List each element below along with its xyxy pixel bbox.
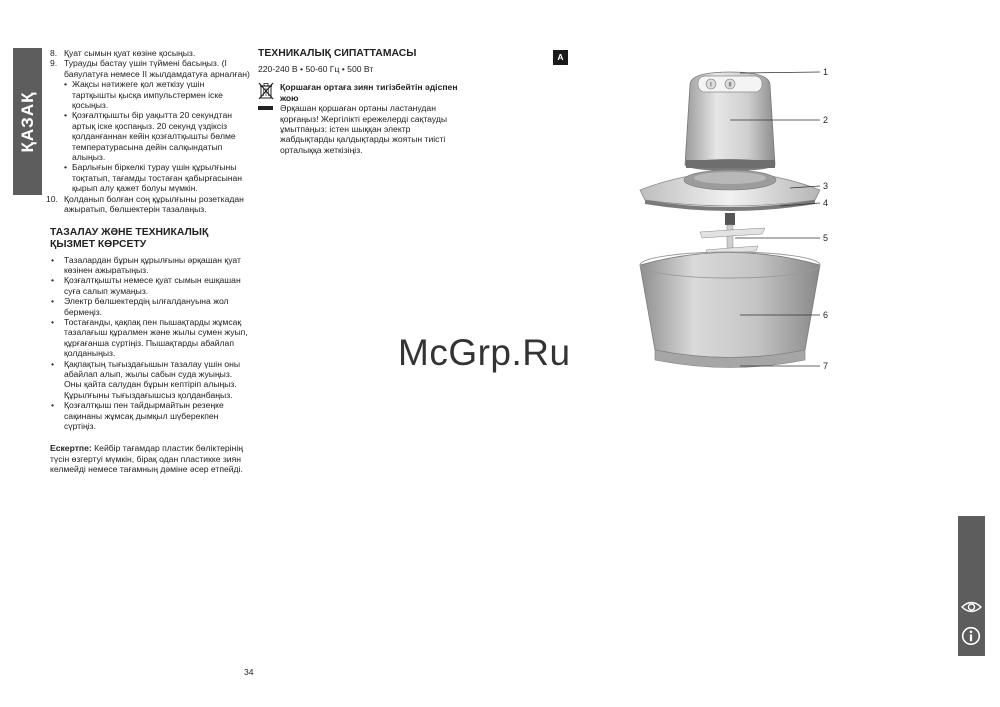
callout-1: 1	[823, 67, 829, 77]
info-icon[interactable]	[961, 626, 981, 646]
page-number: 34	[244, 667, 254, 677]
eye-icon[interactable]	[961, 600, 982, 614]
step-text: Турауды бастау үшін түймені басыңыз. (I баяулатуға немесе II жылдамдатуға арналған)	[64, 58, 250, 79]
bin-underline-bar	[258, 106, 273, 110]
steps-list	[46, 48, 250, 215]
list-item: • Жақсы нәтижеге қол жеткізу үшін тартқышты қысқа импульстермен іске қосыңыз.	[64, 79, 250, 110]
step-text: Қолданып болған соң құрылғыны розеткадан ажыратып, бөлшектерін тазалаңыз.	[64, 193, 244, 215]
specs-heading: ТЕХНИКАЛЫҚ СИПАТТАМАСЫ	[258, 48, 417, 59]
watermark: McGrp.Ru	[398, 332, 571, 373]
language-tab-label: ҚАЗАҚ	[17, 91, 37, 152]
step-8	[50, 48, 250, 58]
cleaning-list	[50, 255, 250, 432]
language-tab	[13, 48, 42, 195]
note	[50, 443, 250, 474]
note-text: Кейбір тағамдар пластик бөліктерінің түсін өзгертуі мүмкін, бірақ одан пластикке зиян келмейді немесе тағамның дәміне әсер етпейді.	[50, 443, 243, 475]
eco-title: Қоршаған ортаға зиян тигізбейтін әдіспен жою	[280, 82, 458, 103]
button-label-low: I	[710, 82, 712, 89]
step-9	[50, 58, 250, 193]
step-number: 10.	[46, 193, 58, 204]
specs-line: 220-240 В • 50-60 Гц • 500 Вт	[258, 64, 374, 74]
callout-2: 2	[823, 115, 829, 125]
callout-5: 5	[823, 233, 829, 243]
step-10	[46, 193, 250, 215]
bowl	[640, 252, 820, 368]
callout-4: 4	[823, 198, 829, 208]
motor-unit	[685, 72, 775, 171]
callout-numbers	[823, 67, 828, 371]
note-label: Ескертпе:	[50, 443, 92, 454]
list-item: • Қозғалтқышты немесе қуат сымын ешқашан суға салып жумаңыз.	[50, 275, 250, 296]
chopper-diagram	[630, 60, 850, 380]
list-item: • Қозғалтқыш пен тайдырмайтын резеңке сақинаны жұмсақ дымқыл шүберекпен сүртіңіз.	[50, 400, 250, 431]
list-item: • Барлығын біркелкі турау үшін құрылғыны тоқтатып, тағамды тостаған қабырғасынан қырып алу қажет болуы мүмкін.	[64, 162, 250, 193]
step-text: Қуат сымын қуат көзіне қосыңыз.	[64, 48, 196, 58]
list-item: • Қозғалтқышты бір уақытта 20 секундтан артық іске қоспаңыз. 20 секунд үздіксіз қолданғаннан кейін қозғалтқышты бөлме температурасына дейін салқындатып алыңыз.	[64, 110, 250, 162]
side-navigation-bar	[958, 516, 985, 656]
step-number: 8.	[50, 48, 58, 58]
list-item: • Тостағанды, қақпақ пен пышақтарды жұмсақ тазалағыш құралмен және жылы сумен жуып, құрғағанша сүртіңіз. Пышақтарды абайлап қолданыңыз.	[50, 317, 250, 359]
list-item: • Электр бөлшектердің ылғалдануына жол бермеңіз.	[50, 296, 250, 317]
column-specs	[258, 48, 458, 155]
list-item: • Тазалардан бұрын құрылғыны әрқашан қуат көзінен ажыратыңыз.	[50, 255, 250, 276]
callout-7: 7	[823, 361, 829, 371]
button-label-high: II	[728, 82, 732, 89]
step-number: 9.	[50, 58, 58, 69]
figure-label: A	[553, 50, 568, 65]
list-item: • Қақпақтың тығыздағышын тазалау үшін оны абайлап алып, жылы сабын суда жуыңыз. Оны қайта салудан бұрын кептіріп алыңыз. Құрылғыны тығыздағышсыз қолданбаңыз.	[50, 359, 250, 401]
eco-section	[258, 82, 458, 155]
column-instructions	[46, 48, 250, 475]
step-9-bullets	[64, 79, 250, 193]
crossed-bin-icon	[258, 82, 274, 100]
cleaning-heading: ТАЗАЛАУ ЖӘНЕ ТЕХНИКАЛЫҚ ҚЫЗМЕТ КӨРСЕТУ	[50, 226, 209, 250]
callout-6: 6	[823, 310, 829, 320]
callout-3: 3	[823, 181, 829, 191]
eco-text: Әрқашан қоршаған ортаны ластанудан қорғаңыз! Жергілікті ережелерді сақтауды ұмытпаңыз: істен шыққан электр жабдықтарды қалдықтарды жоятын тиісті орталыққа жеткізіңіз.	[280, 103, 448, 155]
